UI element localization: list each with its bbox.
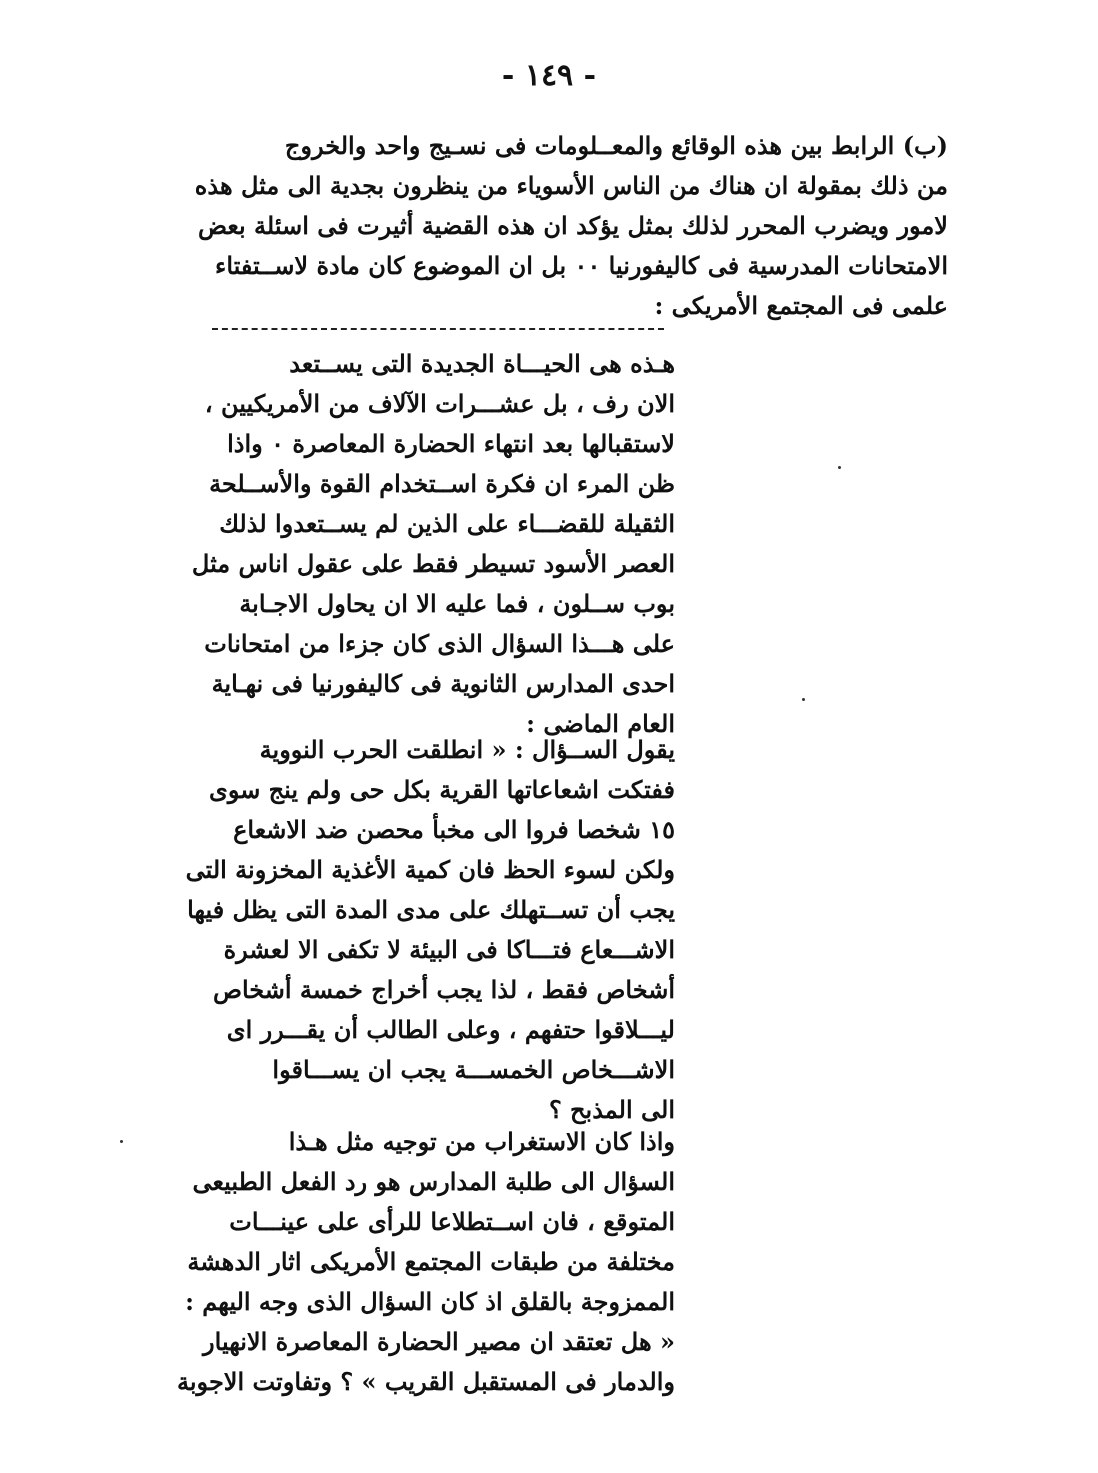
text-line: من ذلك بمقولة ان هناك من الناس الأسوياء من ينظرون بجدية الى مثل هذه xyxy=(194,171,948,200)
text-line: (ب) الرابط بين هذه الوقائع والمعــلومات فى نسـيج واحد والخروج xyxy=(284,131,948,160)
text-line: مختلفة من طبقات المجتمع الأمريكى اثار الدهشة xyxy=(187,1247,675,1276)
text-line: بوب ســلون ، فما عليه الا ان يحاول الاجـابة xyxy=(239,589,675,618)
text-line: واذا كان الاستغراب من توجيه مثل هـذا xyxy=(288,1127,675,1156)
text-line: ١٥ شخصا فروا الى مخبأ محصن ضد الاشعاع xyxy=(233,815,675,844)
scan-speck xyxy=(120,1140,123,1143)
quote-paragraph-3 xyxy=(155,1122,675,1402)
text-line: يجب أن تســتهلك على مدى المدة التى يظل فيها xyxy=(187,895,675,924)
page-number: - ١٤٩ - xyxy=(501,58,597,93)
text-line: لامور ويضرب المحرر لذلك بمثل يؤكد ان هذه القضية أثيرت فى اسئلة بعض xyxy=(198,211,948,240)
text-line: أشخاص فقط ، لذا يجب أخراج خمسة أشخاص xyxy=(212,975,675,1004)
text-line: الاشـــعاع فتـــاكا فى البيئة لا تكفى الا لعشرة xyxy=(223,935,675,964)
text-line: المتوقع ، فان اســتطلاعا للرأى على عينـــات xyxy=(229,1207,675,1236)
text-line: والدمار فى المستقبل القريب » ؟ وتفاوتت الاجوبة xyxy=(177,1367,675,1396)
quote-paragraph-1 xyxy=(155,344,675,744)
text-line: الان رف ، بل عشـــرات الآلاف من الأمريكيين ، xyxy=(204,389,675,418)
text-line: الامتحانات المدرسية فى كاليفورنيا ٠٠ بل ان الموضوع كان مادة لاســتفتاء xyxy=(215,251,948,280)
text-line: العصر الأسود تسيطر فقط على عقول اناس مثل xyxy=(191,549,675,578)
text-line: على هـــذا السؤال الذى كان جزءا من امتحانات xyxy=(204,629,675,658)
text-line: الى المذبح ؟ xyxy=(548,1095,675,1124)
text-line: « هل تعتقد ان مصير الحضارة المعاصرة الانهيار xyxy=(203,1327,675,1356)
text-line: لاستقبالها بعد انتهاء الحضارة المعاصرة ٠ واذا xyxy=(227,429,675,458)
scan-speck xyxy=(838,466,841,469)
text-line: هـذه هى الحيـــاة الجديدة التى يســتعد xyxy=(289,349,675,378)
section-divider xyxy=(212,328,664,330)
text-line: الممزوجة بالقلق اذ كان السؤال الذى وجه اليهم : xyxy=(185,1287,675,1316)
text-line: ففتكت اشعاعاتها القرية بكل حى ولم ينج سوى xyxy=(209,775,675,804)
text-line: ليـــلاقوا حتفهم ، وعلى الطالب أن يقـــرر اى xyxy=(226,1015,675,1044)
text-line: الاشـــخاص الخمســـة يجب ان يســـاقوا xyxy=(272,1055,675,1084)
text-line: يقول الســؤال : « انطلقت الحرب النووية xyxy=(259,735,675,764)
quote-paragraph-2 xyxy=(155,730,675,1130)
text-line: العام الماضى : xyxy=(526,709,675,738)
text-line: احدى المدارس الثانوية فى كاليفورنيا فى نهـاية xyxy=(211,669,675,698)
text-line: علمى فى المجتمع الأمريكى : xyxy=(654,291,948,320)
scan-speck xyxy=(802,698,805,701)
text-line: ظن المرء ان فكرة اســتخدام القوة والأســلحة xyxy=(209,469,675,498)
intro-paragraph xyxy=(150,126,948,326)
text-line: ولكن لسوء الحظ فان كمية الأغذية المخزونة التى xyxy=(185,855,675,884)
text-line: الثقيلة للقضـــاء على الذين لم يســتعدوا لذلك xyxy=(219,509,675,538)
text-line: السؤال الى طلبة المدارس هو رد الفعل الطبيعى xyxy=(192,1167,675,1196)
